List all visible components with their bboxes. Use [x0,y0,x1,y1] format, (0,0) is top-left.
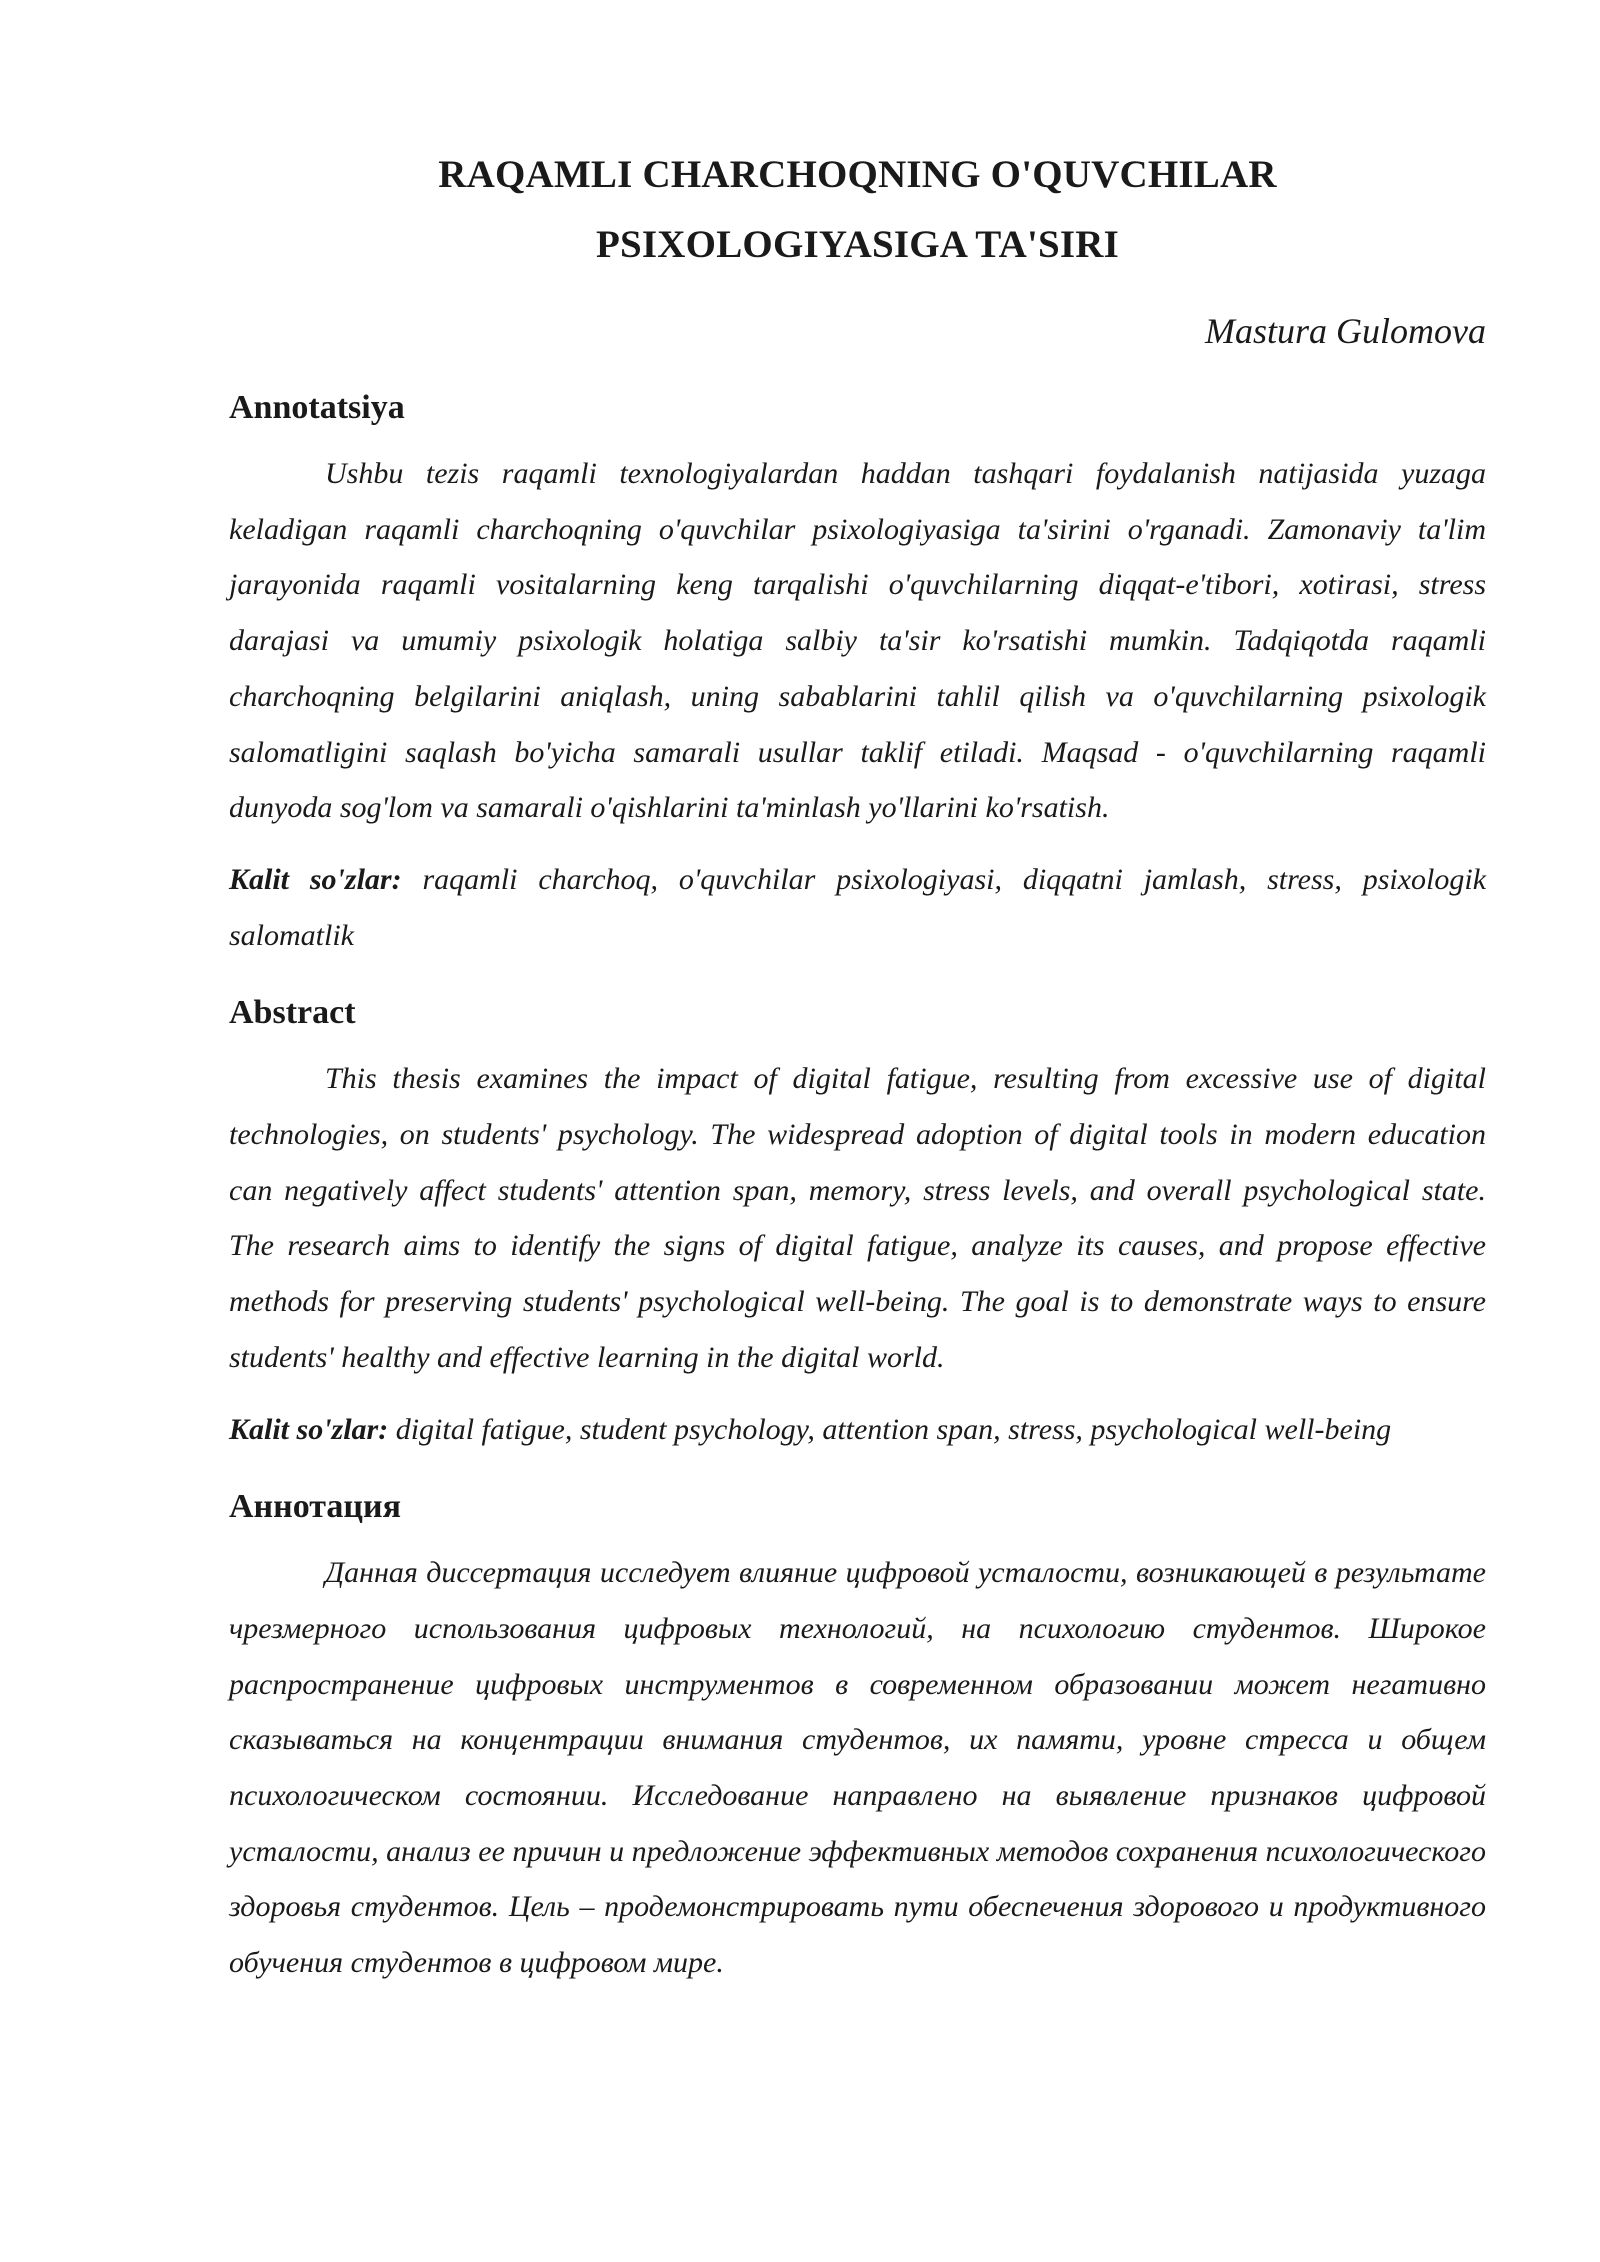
section-body: Ushbu tezis raqamli texnologiyalardan haddan tashqari foydalanish natijasida yuzaga keladigan raqamli charchoqning o'quvchilar psixologiyasiga ta'sirini o'rganadi. Zamonaviy ta'lim jarayonida raqamli vositalarning keng tarqalishi o'quvchilarning diqqat-e'tibori, xotirasi, stress darajasi va umumiy psixologik holatiga salbiy ta'sir ko'rsatishi mumkin. Tadqiqotda raqamli charchoqning belgilarini aniqlash, uning sabablarini tahlil qilish va o'quvchilarning psixologik salomatligini saqlash bo'yicha samarali usullar taklif etiladi. Maqsad - o'quvchilarning raqamli dunyoda sog'lom va samarali o'qishlarini ta'minlash yo'llarini ko'rsatish. [229,457,1486,825]
keywords-label: Kalit so'zlar: [229,862,402,896]
keywords [229,1402,1486,1458]
paper-title-line-1: RAQAMLI CHARCHOQNING O'QUVCHILAR [438,153,1277,196]
paper-title-line-2: PSIXOLOGIYASIGA TA'SIRI [596,223,1119,266]
section-heading: Аннотация [229,1488,401,1526]
section-annotatsiya [229,386,1486,963]
section-body: Данная диссертация исследует влияние цифровой усталости, возникающей в результате чрезмерного использования цифровых технологий, на психологию студентов. Широкое распространение цифровых инструментов в современном образовании может негативно сказываться на концентрации внимания студентов, их памяти, уровне стресса и общем психологическом состоянии. Исследование направлено на выявление признаков цифровой усталости, анализ ее причин и предложение эффективных методов сохранения психологического здоровья студентов. Цель – продемонстрировать пути обеспечения здорового и продуктивного обучения студентов в цифровом мире. [229,1556,1486,1980]
author-name: Mastura Gulomova [1205,311,1486,351]
section-abstract [229,991,1486,1457]
paper-title [229,140,1486,280]
keywords [229,852,1486,963]
section-heading: Annotatsiya [229,389,405,426]
keywords-label: Kalit so'zlar: [229,1412,389,1446]
paper-page [229,140,1486,1991]
section-body: This thesis examines the impact of digital fatigue, resulting from excessive use of digital technologies, on students' psychology. The widespread adoption of digital tools in modern education can negatively affect students' attention span, memory, stress levels, and overall psychological state. The research aims to identify the signs of digital fatigue, analyze its causes, and propose effective methods for preserving students' psychological well-being. The goal is to demonstrate ways to ensure students' healthy and effective learning in the digital world. [229,1062,1486,1374]
keywords-text: raqamli charchoq, o'quvchilar psixologiyasi, diqqatni jamlash, stress, psixologik salomatlik [229,862,1487,952]
section-heading: Abstract [229,994,356,1032]
section-annotatsiya-ru [229,1485,1486,1991]
keywords-text: digital fatigue, student psychology, attention span, stress, psychological well-being [395,1412,1392,1446]
